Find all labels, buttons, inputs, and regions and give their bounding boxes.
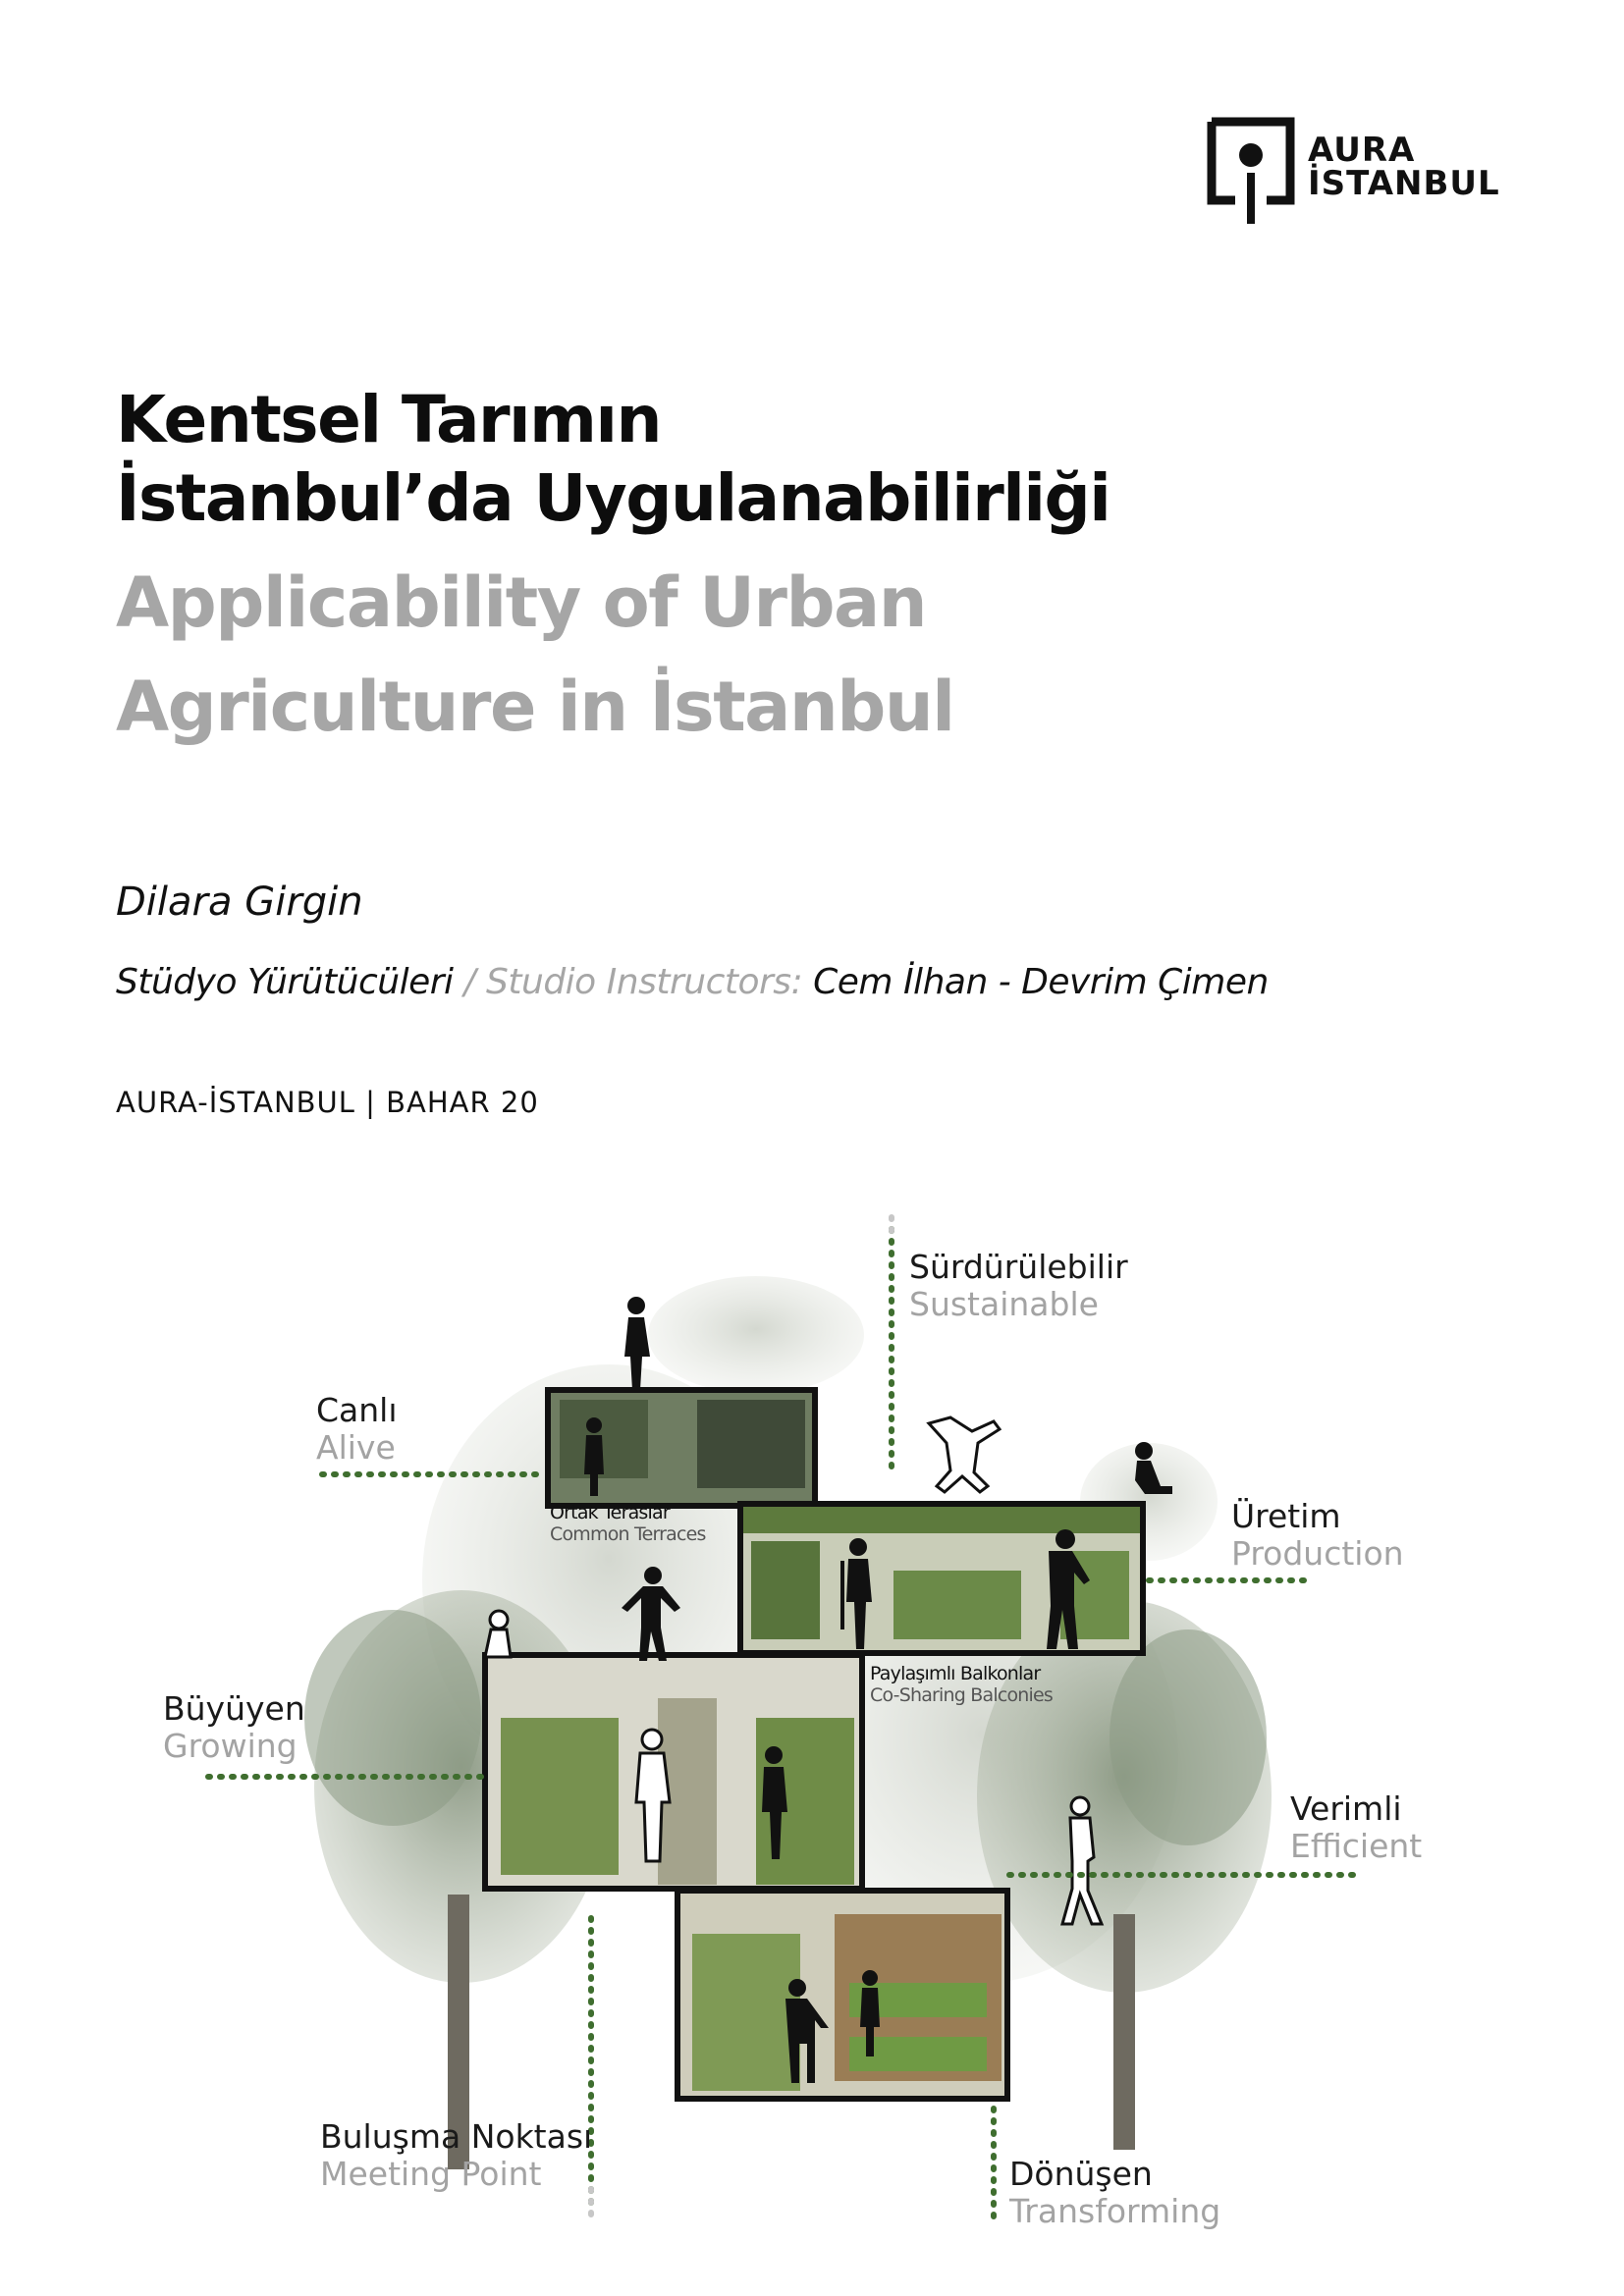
label-transforming: Dönüşen Transforming — [1009, 2155, 1221, 2230]
label-growing: Büyüyen Growing — [163, 1689, 305, 1765]
instructors-label-en: / Studio Instructors: — [453, 962, 803, 1002]
person-outline-handstand-icon — [929, 1417, 1000, 1492]
urban-agriculture-diagram — [147, 1207, 1473, 2228]
program-line: AURA-İSTANBUL | BAHAR 20 — [116, 1086, 539, 1119]
transforming-frame — [677, 1891, 1007, 2099]
logo-text-istanbul: İSTANBUL — [1308, 164, 1500, 203]
title-en-line2: Agriculture in İstanbul — [116, 667, 954, 747]
instructors-label-tr: Stüdyo Yürütücüleri — [116, 962, 454, 1002]
caption-common-terraces: Ortak Teraslar Common Terraces — [550, 1502, 706, 1545]
person-outline-sitting-icon — [485, 1611, 511, 1657]
caption-co-sharing-balconies: Paylaşımlı Balkonlar Co-Sharing Balconies — [870, 1663, 1054, 1706]
title-tr-line2: İstanbul’da Uygulanabilirliği — [116, 460, 1110, 536]
label-alive: Canlı Alive — [316, 1391, 398, 1467]
instructors-names: Cem İlhan - Devrim Çimen — [802, 962, 1269, 1002]
growing-frame — [485, 1655, 862, 1889]
label-meeting-point: Buluşma Noktası Meeting Point — [320, 2117, 593, 2193]
title-en-line1: Applicability of Urban — [116, 562, 927, 643]
title-tr-line1: Kentsel Tarımın — [116, 382, 662, 457]
label-production: Üretim Production — [1231, 1497, 1404, 1573]
label-sustainable: Sürdürülebilir Sustainable — [909, 1248, 1128, 1323]
logo-text-aura: AURA — [1308, 131, 1416, 170]
author-name: Dilara Girgin — [116, 880, 363, 925]
instructors-line — [116, 962, 1269, 1002]
logo-mark-icon — [1206, 116, 1304, 226]
aura-istanbul-logo — [1206, 116, 1520, 226]
label-efficient: Verimli Efficient — [1290, 1789, 1423, 1865]
